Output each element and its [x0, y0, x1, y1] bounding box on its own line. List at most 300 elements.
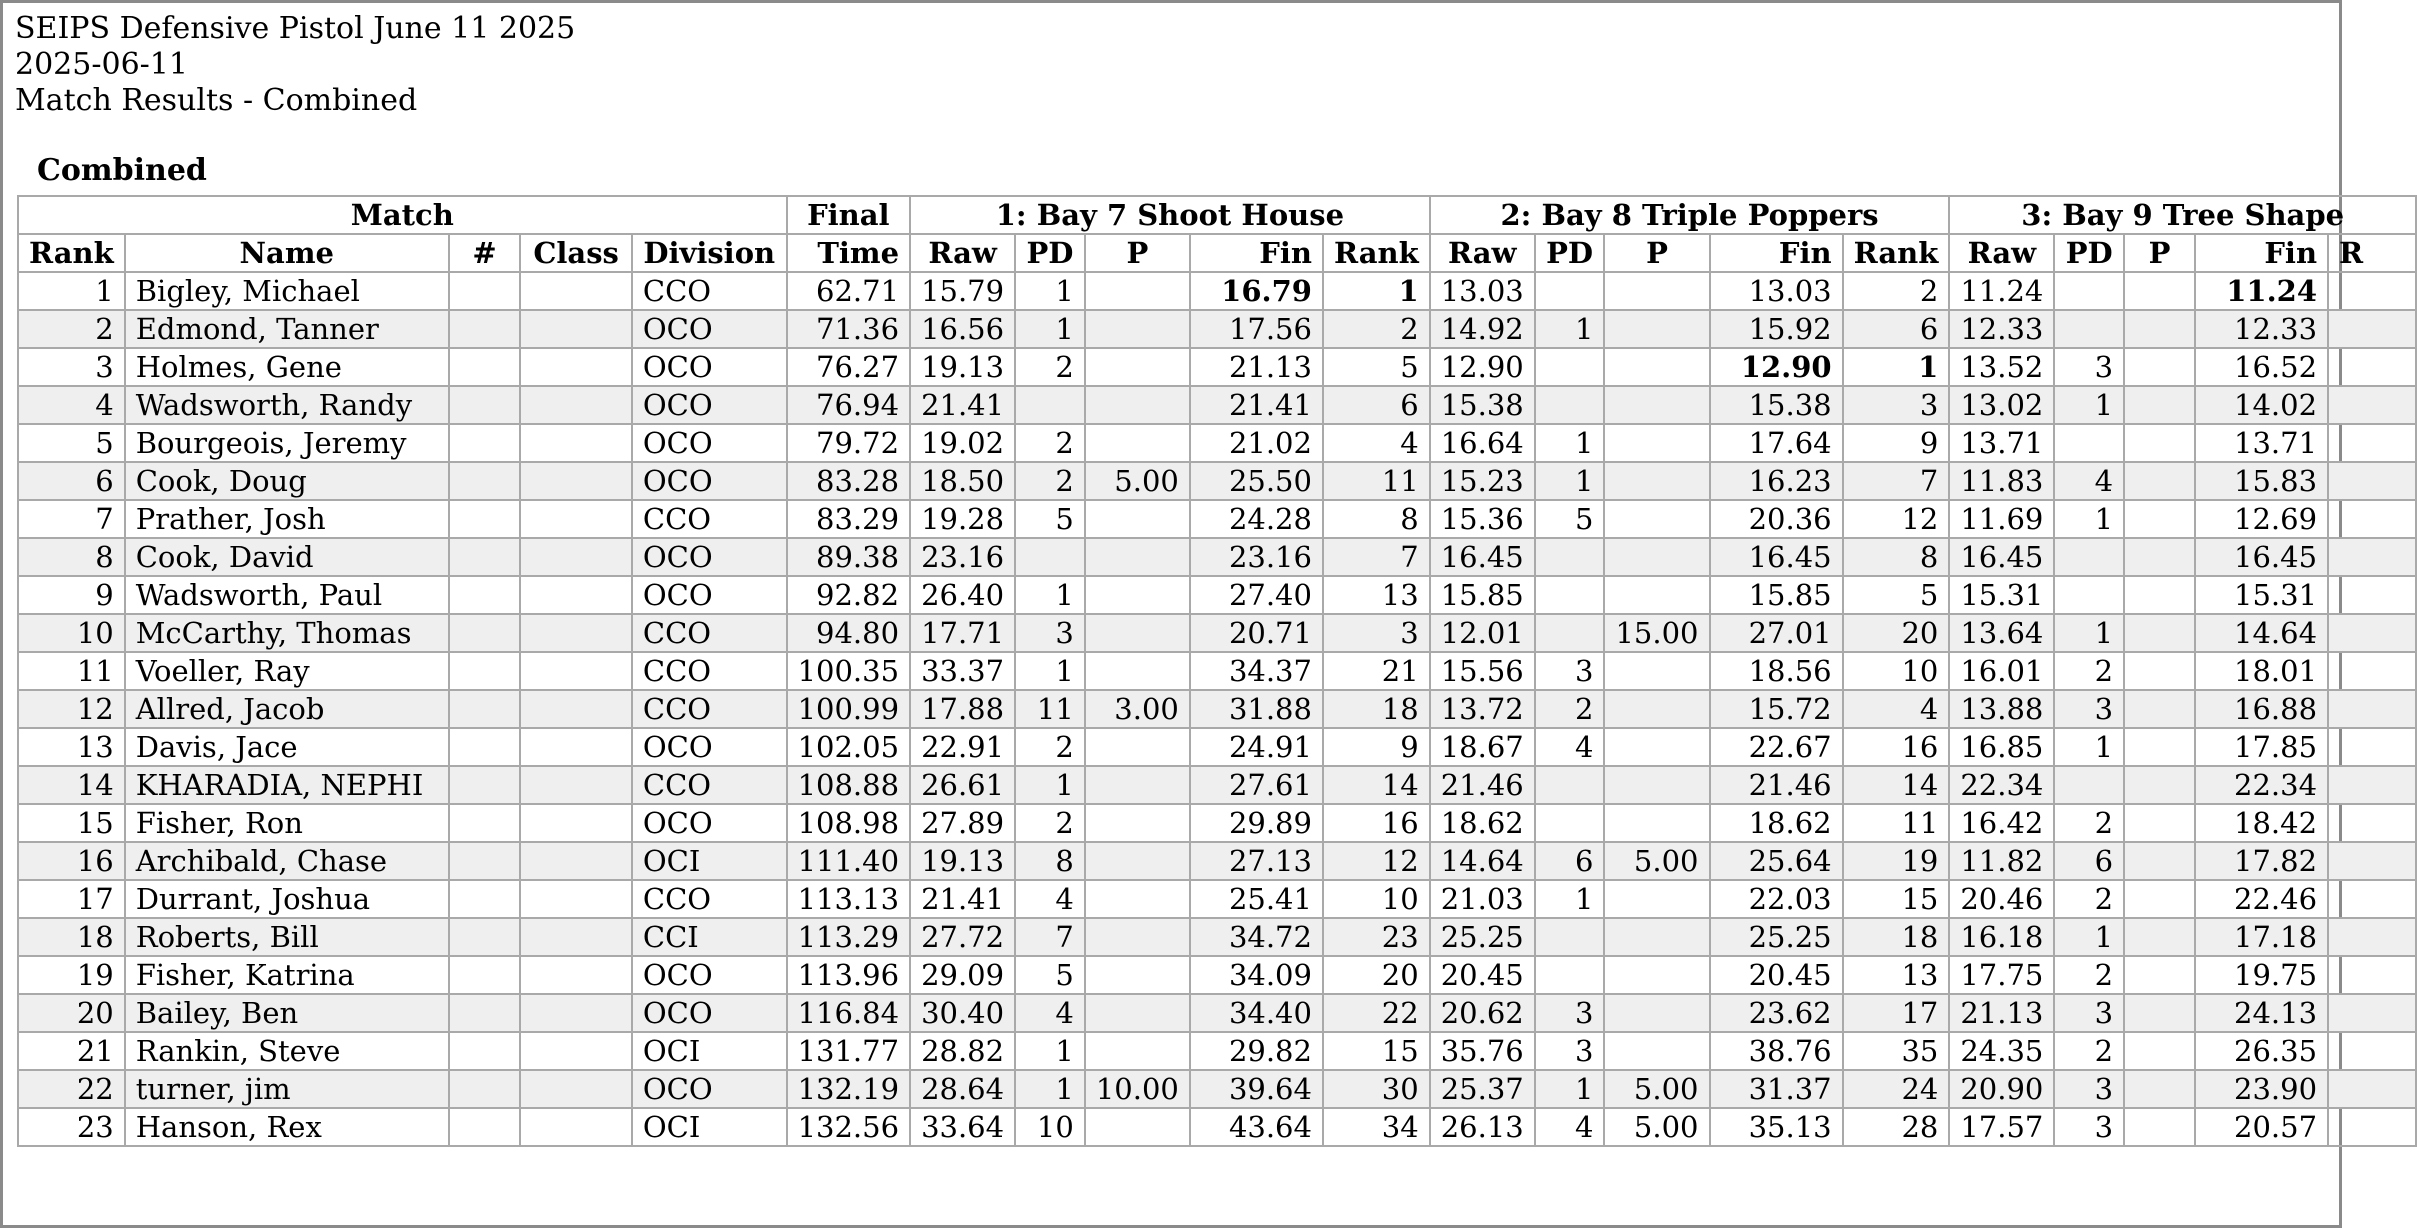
row-stage-2-p [1604, 348, 1709, 386]
row-stage-1-raw: 19.13 [910, 348, 1015, 386]
row-stage-2-fin: 18.62 [1710, 804, 1843, 842]
row-name: Rankin, Steve [125, 1032, 449, 1070]
row-stage-2-raw: 21.46 [1430, 766, 1535, 804]
row-stage-1-p [1085, 880, 1190, 918]
row-rank: 11 [18, 652, 125, 690]
report-type: Match Results - Combined [15, 83, 418, 118]
row-stage-1-fin: 21.41 [1190, 386, 1323, 424]
row-stage-1-fin: 29.82 [1190, 1032, 1323, 1070]
row-name: Davis, Jace [125, 728, 449, 766]
row-stage-3-fin: 15.83 [2195, 462, 2328, 500]
row-stage-3-fin: 19.75 [2195, 956, 2328, 994]
table-row [18, 576, 2416, 614]
row-stage-1-fin: 27.61 [1190, 766, 1323, 804]
row-stage-3-rank [2328, 386, 2416, 424]
row-stage-2-rank: 7 [1843, 462, 1950, 500]
row-division: CCO [632, 690, 787, 728]
row-stage-1-pd: 10 [1015, 1108, 1085, 1146]
row-division: OCO [632, 462, 787, 500]
col-class: Class [520, 234, 632, 272]
row-class [520, 462, 632, 500]
row-final-time: 76.94 [787, 386, 910, 424]
row-stage-3-rank [2328, 500, 2416, 538]
row-stage-1-fin: 34.09 [1190, 956, 1323, 994]
row-stage-2-pd: 4 [1535, 1108, 1605, 1146]
row-stage-3-p [2124, 994, 2195, 1032]
row-stage-3-raw: 13.52 [1949, 348, 2054, 386]
row-class [520, 690, 632, 728]
row-stage-2-rank: 13 [1843, 956, 1950, 994]
row-stage-2-raw: 15.56 [1430, 652, 1535, 690]
row-stage-3-raw: 16.01 [1949, 652, 2054, 690]
row-division: OCO [632, 424, 787, 462]
row-stage-1-p: 5.00 [1085, 462, 1190, 500]
row-stage-1-fin: 25.50 [1190, 462, 1323, 500]
col-division: Division [632, 234, 787, 272]
row-final-time: 116.84 [787, 994, 910, 1032]
row-rank: 6 [18, 462, 125, 500]
row-stage-1-raw: 28.64 [910, 1070, 1015, 1108]
row-number [449, 766, 520, 804]
row-stage-1-raw: 17.71 [910, 614, 1015, 652]
row-number [449, 956, 520, 994]
row-final-time: 111.40 [787, 842, 910, 880]
row-division: CCO [632, 880, 787, 918]
row-stage-3-raw: 11.24 [1949, 272, 2054, 310]
row-name: Holmes, Gene [125, 348, 449, 386]
row-rank: 21 [18, 1032, 125, 1070]
row-stage-2-fin: 23.62 [1710, 994, 1843, 1032]
row-stage-3-p [2124, 576, 2195, 614]
row-stage-1-rank: 23 [1323, 918, 1430, 956]
row-stage-2-fin: 21.46 [1710, 766, 1843, 804]
row-stage-3-raw: 13.88 [1949, 690, 2054, 728]
results-table-wrapper [17, 195, 2417, 1147]
row-stage-1-pd: 5 [1015, 500, 1085, 538]
row-stage-3-rank [2328, 956, 2416, 994]
row-stage-2-fin: 15.38 [1710, 386, 1843, 424]
col-name: Name [125, 234, 449, 272]
row-rank: 10 [18, 614, 125, 652]
row-stage-1-pd: 11 [1015, 690, 1085, 728]
row-stage-2-fin: 31.37 [1710, 1070, 1843, 1108]
row-stage-3-raw: 16.45 [1949, 538, 2054, 576]
row-stage-1-fin: 24.28 [1190, 500, 1323, 538]
row-class [520, 576, 632, 614]
row-stage-3-fin: 13.71 [2195, 424, 2328, 462]
row-stage-2-pd [1535, 576, 1605, 614]
row-stage-1-rank: 1 [1323, 272, 1430, 310]
row-stage-1-raw: 18.50 [910, 462, 1015, 500]
row-name: Bigley, Michael [125, 272, 449, 310]
row-stage-1-fin: 43.64 [1190, 1108, 1323, 1146]
row-stage-3-pd: 1 [2054, 918, 2124, 956]
row-stage-2-pd [1535, 538, 1605, 576]
row-stage-2-fin: 27.01 [1710, 614, 1843, 652]
row-stage-2-fin: 25.64 [1710, 842, 1843, 880]
row-stage-3-pd [2054, 272, 2124, 310]
row-stage-1-raw: 27.89 [910, 804, 1015, 842]
row-number [449, 538, 520, 576]
row-stage-2-p [1604, 956, 1709, 994]
row-stage-1-raw: 26.40 [910, 576, 1015, 614]
row-stage-1-raw: 19.02 [910, 424, 1015, 462]
row-stage-3-raw: 13.02 [1949, 386, 2054, 424]
row-stage-2-raw: 18.67 [1430, 728, 1535, 766]
row-stage-2-pd: 4 [1535, 728, 1605, 766]
row-stage-3-fin: 16.52 [2195, 348, 2328, 386]
row-name: turner, jim [125, 1070, 449, 1108]
row-stage-1-raw: 33.64 [910, 1108, 1015, 1146]
row-stage-1-rank: 21 [1323, 652, 1430, 690]
group-header-final: Final [787, 196, 910, 234]
row-final-time: 131.77 [787, 1032, 910, 1070]
row-division: OCO [632, 994, 787, 1032]
row-number [449, 576, 520, 614]
row-stage-3-pd: 1 [2054, 728, 2124, 766]
row-stage-2-p [1604, 690, 1709, 728]
row-stage-1-pd: 2 [1015, 424, 1085, 462]
table-row [18, 538, 2416, 576]
row-stage-2-p: 5.00 [1604, 1108, 1709, 1146]
table-row [18, 424, 2416, 462]
row-stage-3-raw: 22.34 [1949, 766, 2054, 804]
row-stage-3-fin: 24.13 [2195, 994, 2328, 1032]
row-rank: 17 [18, 880, 125, 918]
row-stage-2-raw: 14.64 [1430, 842, 1535, 880]
row-stage-2-fin: 25.25 [1710, 918, 1843, 956]
row-number [449, 614, 520, 652]
row-stage-3-rank [2328, 842, 2416, 880]
row-final-time: 89.38 [787, 538, 910, 576]
row-division: OCO [632, 1070, 787, 1108]
row-stage-1-p: 10.00 [1085, 1070, 1190, 1108]
row-stage-2-pd: 3 [1535, 994, 1605, 1032]
row-stage-1-pd: 5 [1015, 956, 1085, 994]
row-stage-3-pd: 1 [2054, 386, 2124, 424]
results-body [18, 272, 2416, 1146]
group-header-stage-2: 2: Bay 8 Triple Poppers [1430, 196, 1950, 234]
row-stage-1-rank: 8 [1323, 500, 1430, 538]
row-final-time: 92.82 [787, 576, 910, 614]
row-class [520, 500, 632, 538]
row-stage-1-rank: 13 [1323, 576, 1430, 614]
row-stage-3-pd [2054, 576, 2124, 614]
row-stage-3-pd: 1 [2054, 614, 2124, 652]
col-s1-p: P [1085, 234, 1190, 272]
row-stage-3-raw: 16.85 [1949, 728, 2054, 766]
row-stage-1-raw: 30.40 [910, 994, 1015, 1032]
row-class [520, 424, 632, 462]
row-name: Edmond, Tanner [125, 310, 449, 348]
row-stage-3-p [2124, 918, 2195, 956]
row-stage-1-rank: 9 [1323, 728, 1430, 766]
row-stage-2-pd [1535, 956, 1605, 994]
row-stage-1-fin: 34.37 [1190, 652, 1323, 690]
row-name: McCarthy, Thomas [125, 614, 449, 652]
row-stage-2-rank: 15 [1843, 880, 1950, 918]
row-stage-3-fin: 22.34 [2195, 766, 2328, 804]
row-division: OCO [632, 956, 787, 994]
table-row [18, 880, 2416, 918]
row-stage-1-raw: 28.82 [910, 1032, 1015, 1070]
row-stage-2-p [1604, 462, 1709, 500]
row-stage-1-rank: 5 [1323, 348, 1430, 386]
row-final-time: 132.19 [787, 1070, 910, 1108]
row-division: OCO [632, 728, 787, 766]
results-table [17, 195, 2417, 1147]
row-name: Wadsworth, Paul [125, 576, 449, 614]
row-stage-3-rank [2328, 880, 2416, 918]
row-stage-1-fin: 16.79 [1190, 272, 1323, 310]
row-name: KHARADIA, NEPHI [125, 766, 449, 804]
row-stage-2-rank: 8 [1843, 538, 1950, 576]
row-division: OCO [632, 804, 787, 842]
row-stage-2-raw: 15.38 [1430, 386, 1535, 424]
row-stage-2-rank: 10 [1843, 652, 1950, 690]
row-stage-3-fin: 11.24 [2195, 272, 2328, 310]
row-stage-1-p [1085, 766, 1190, 804]
table-row [18, 614, 2416, 652]
row-class [520, 994, 632, 1032]
row-division: OCO [632, 576, 787, 614]
row-stage-2-fin: 22.67 [1710, 728, 1843, 766]
row-stage-3-pd: 2 [2054, 880, 2124, 918]
row-stage-3-rank [2328, 272, 2416, 310]
row-division: OCO [632, 310, 787, 348]
row-class [520, 310, 632, 348]
row-final-time: 102.05 [787, 728, 910, 766]
row-stage-1-pd [1015, 386, 1085, 424]
row-name: Cook, David [125, 538, 449, 576]
row-rank: 20 [18, 994, 125, 1032]
row-stage-3-raw: 24.35 [1949, 1032, 2054, 1070]
table-row [18, 690, 2416, 728]
row-stage-2-p [1604, 728, 1709, 766]
row-number [449, 500, 520, 538]
row-stage-2-fin: 18.56 [1710, 652, 1843, 690]
row-class [520, 804, 632, 842]
row-stage-1-raw: 26.61 [910, 766, 1015, 804]
row-stage-2-rank: 19 [1843, 842, 1950, 880]
row-stage-2-raw: 16.64 [1430, 424, 1535, 462]
row-name: Fisher, Ron [125, 804, 449, 842]
row-stage-3-fin: 16.45 [2195, 538, 2328, 576]
row-stage-3-p [2124, 462, 2195, 500]
table-row [18, 994, 2416, 1032]
row-division: OCO [632, 538, 787, 576]
row-stage-1-rank: 12 [1323, 842, 1430, 880]
row-stage-1-pd: 4 [1015, 880, 1085, 918]
group-header-stage-3: 3: Bay 9 Tree Shape [1949, 196, 2416, 234]
row-stage-1-fin: 31.88 [1190, 690, 1323, 728]
row-final-time: 113.96 [787, 956, 910, 994]
row-division: OCO [632, 348, 787, 386]
row-number [449, 462, 520, 500]
row-stage-1-pd: 4 [1015, 994, 1085, 1032]
row-final-time: 108.98 [787, 804, 910, 842]
row-name: Wadsworth, Randy [125, 386, 449, 424]
row-number [449, 994, 520, 1032]
row-stage-3-fin: 15.31 [2195, 576, 2328, 614]
row-division: OCI [632, 1108, 787, 1146]
row-stage-1-p [1085, 652, 1190, 690]
row-stage-3-p [2124, 272, 2195, 310]
group-header-row [18, 196, 2416, 234]
row-stage-3-rank [2328, 462, 2416, 500]
row-stage-3-pd: 2 [2054, 804, 2124, 842]
row-stage-2-fin: 15.85 [1710, 576, 1843, 614]
match-title: SEIPS Defensive Pistol June 11 2025 [15, 11, 576, 46]
row-stage-2-p [1604, 500, 1709, 538]
row-rank: 3 [18, 348, 125, 386]
row-stage-3-p [2124, 880, 2195, 918]
row-stage-1-rank: 10 [1323, 880, 1430, 918]
row-stage-1-raw: 15.79 [910, 272, 1015, 310]
row-number [449, 728, 520, 766]
row-stage-3-p [2124, 348, 2195, 386]
row-stage-2-pd: 1 [1535, 462, 1605, 500]
row-stage-3-p [2124, 956, 2195, 994]
row-rank: 13 [18, 728, 125, 766]
row-rank: 19 [18, 956, 125, 994]
row-stage-1-raw: 17.88 [910, 690, 1015, 728]
row-stage-3-rank [2328, 1032, 2416, 1070]
row-stage-2-raw: 15.36 [1430, 500, 1535, 538]
row-class [520, 766, 632, 804]
row-stage-2-rank: 18 [1843, 918, 1950, 956]
row-stage-1-pd: 1 [1015, 652, 1085, 690]
row-stage-2-p [1604, 880, 1709, 918]
row-stage-1-p [1085, 728, 1190, 766]
row-stage-3-pd: 2 [2054, 1032, 2124, 1070]
row-stage-2-pd: 1 [1535, 1070, 1605, 1108]
row-final-time: 113.29 [787, 918, 910, 956]
col-s2-raw: Raw [1430, 234, 1535, 272]
row-division: CCO [632, 500, 787, 538]
col-s1-pd: PD [1015, 234, 1085, 272]
row-stage-3-raw: 17.75 [1949, 956, 2054, 994]
row-stage-3-p [2124, 842, 2195, 880]
row-stage-1-pd: 1 [1015, 1070, 1085, 1108]
row-stage-2-rank: 6 [1843, 310, 1950, 348]
table-row [18, 766, 2416, 804]
row-stage-2-p [1604, 310, 1709, 348]
row-stage-3-fin: 12.33 [2195, 310, 2328, 348]
row-stage-1-p [1085, 956, 1190, 994]
row-stage-1-rank: 11 [1323, 462, 1430, 500]
row-rank: 4 [18, 386, 125, 424]
row-stage-2-p [1604, 424, 1709, 462]
row-name: Voeller, Ray [125, 652, 449, 690]
row-stage-1-p [1085, 424, 1190, 462]
row-class [520, 1108, 632, 1146]
row-rank: 15 [18, 804, 125, 842]
row-stage-2-pd [1535, 272, 1605, 310]
row-stage-2-pd [1535, 918, 1605, 956]
row-stage-3-fin: 18.42 [2195, 804, 2328, 842]
col-s1-rank: Rank [1323, 234, 1430, 272]
row-final-time: 100.99 [787, 690, 910, 728]
row-stage-2-rank: 20 [1843, 614, 1950, 652]
row-stage-2-rank: 16 [1843, 728, 1950, 766]
row-stage-1-pd: 8 [1015, 842, 1085, 880]
row-stage-3-rank [2328, 728, 2416, 766]
row-stage-1-fin: 24.91 [1190, 728, 1323, 766]
section-title: Combined [37, 153, 207, 188]
row-number [449, 880, 520, 918]
row-stage-1-fin: 21.13 [1190, 348, 1323, 386]
row-rank: 14 [18, 766, 125, 804]
col-number: # [449, 234, 520, 272]
table-row [18, 842, 2416, 880]
row-rank: 23 [18, 1108, 125, 1146]
row-rank: 1 [18, 272, 125, 310]
row-name: Prather, Josh [125, 500, 449, 538]
row-stage-1-fin: 34.40 [1190, 994, 1323, 1032]
row-stage-2-fin: 16.45 [1710, 538, 1843, 576]
row-stage-3-raw: 20.46 [1949, 880, 2054, 918]
row-stage-1-pd: 7 [1015, 918, 1085, 956]
row-stage-3-fin: 17.18 [2195, 918, 2328, 956]
row-stage-1-p [1085, 576, 1190, 614]
row-stage-2-raw: 13.72 [1430, 690, 1535, 728]
table-row [18, 956, 2416, 994]
row-stage-2-raw: 20.45 [1430, 956, 1535, 994]
row-stage-3-rank [2328, 1070, 2416, 1108]
row-stage-3-fin: 18.01 [2195, 652, 2328, 690]
row-stage-2-pd: 6 [1535, 842, 1605, 880]
row-class [520, 1070, 632, 1108]
row-stage-3-pd: 3 [2054, 994, 2124, 1032]
col-s3-pd: PD [2054, 234, 2124, 272]
row-stage-3-rank [2328, 766, 2416, 804]
row-stage-1-fin: 29.89 [1190, 804, 1323, 842]
row-class [520, 538, 632, 576]
row-stage-3-fin: 17.85 [2195, 728, 2328, 766]
col-s2-pd: PD [1535, 234, 1605, 272]
row-stage-1-raw: 21.41 [910, 880, 1015, 918]
row-stage-2-rank: 4 [1843, 690, 1950, 728]
row-stage-3-rank [2328, 576, 2416, 614]
col-s3-p: P [2124, 234, 2195, 272]
row-stage-2-raw: 13.03 [1430, 272, 1535, 310]
row-stage-2-p [1604, 766, 1709, 804]
row-class [520, 728, 632, 766]
row-stage-2-raw: 21.03 [1430, 880, 1535, 918]
row-stage-1-rank: 30 [1323, 1070, 1430, 1108]
row-name: Fisher, Katrina [125, 956, 449, 994]
row-stage-3-rank [2328, 690, 2416, 728]
row-stage-1-raw: 33.37 [910, 652, 1015, 690]
row-stage-2-fin: 35.13 [1710, 1108, 1843, 1146]
table-row [18, 804, 2416, 842]
row-class [520, 386, 632, 424]
row-rank: 9 [18, 576, 125, 614]
row-rank: 22 [18, 1070, 125, 1108]
row-stage-2-p [1604, 576, 1709, 614]
row-stage-3-p [2124, 1108, 2195, 1146]
row-stage-3-fin: 22.46 [2195, 880, 2328, 918]
row-stage-2-raw: 26.13 [1430, 1108, 1535, 1146]
row-stage-1-fin: 27.40 [1190, 576, 1323, 614]
row-stage-2-fin: 12.90 [1710, 348, 1843, 386]
row-stage-1-raw: 21.41 [910, 386, 1015, 424]
row-stage-3-p [2124, 538, 2195, 576]
row-class [520, 1032, 632, 1070]
row-stage-3-fin: 26.35 [2195, 1032, 2328, 1070]
row-stage-1-raw: 19.28 [910, 500, 1015, 538]
